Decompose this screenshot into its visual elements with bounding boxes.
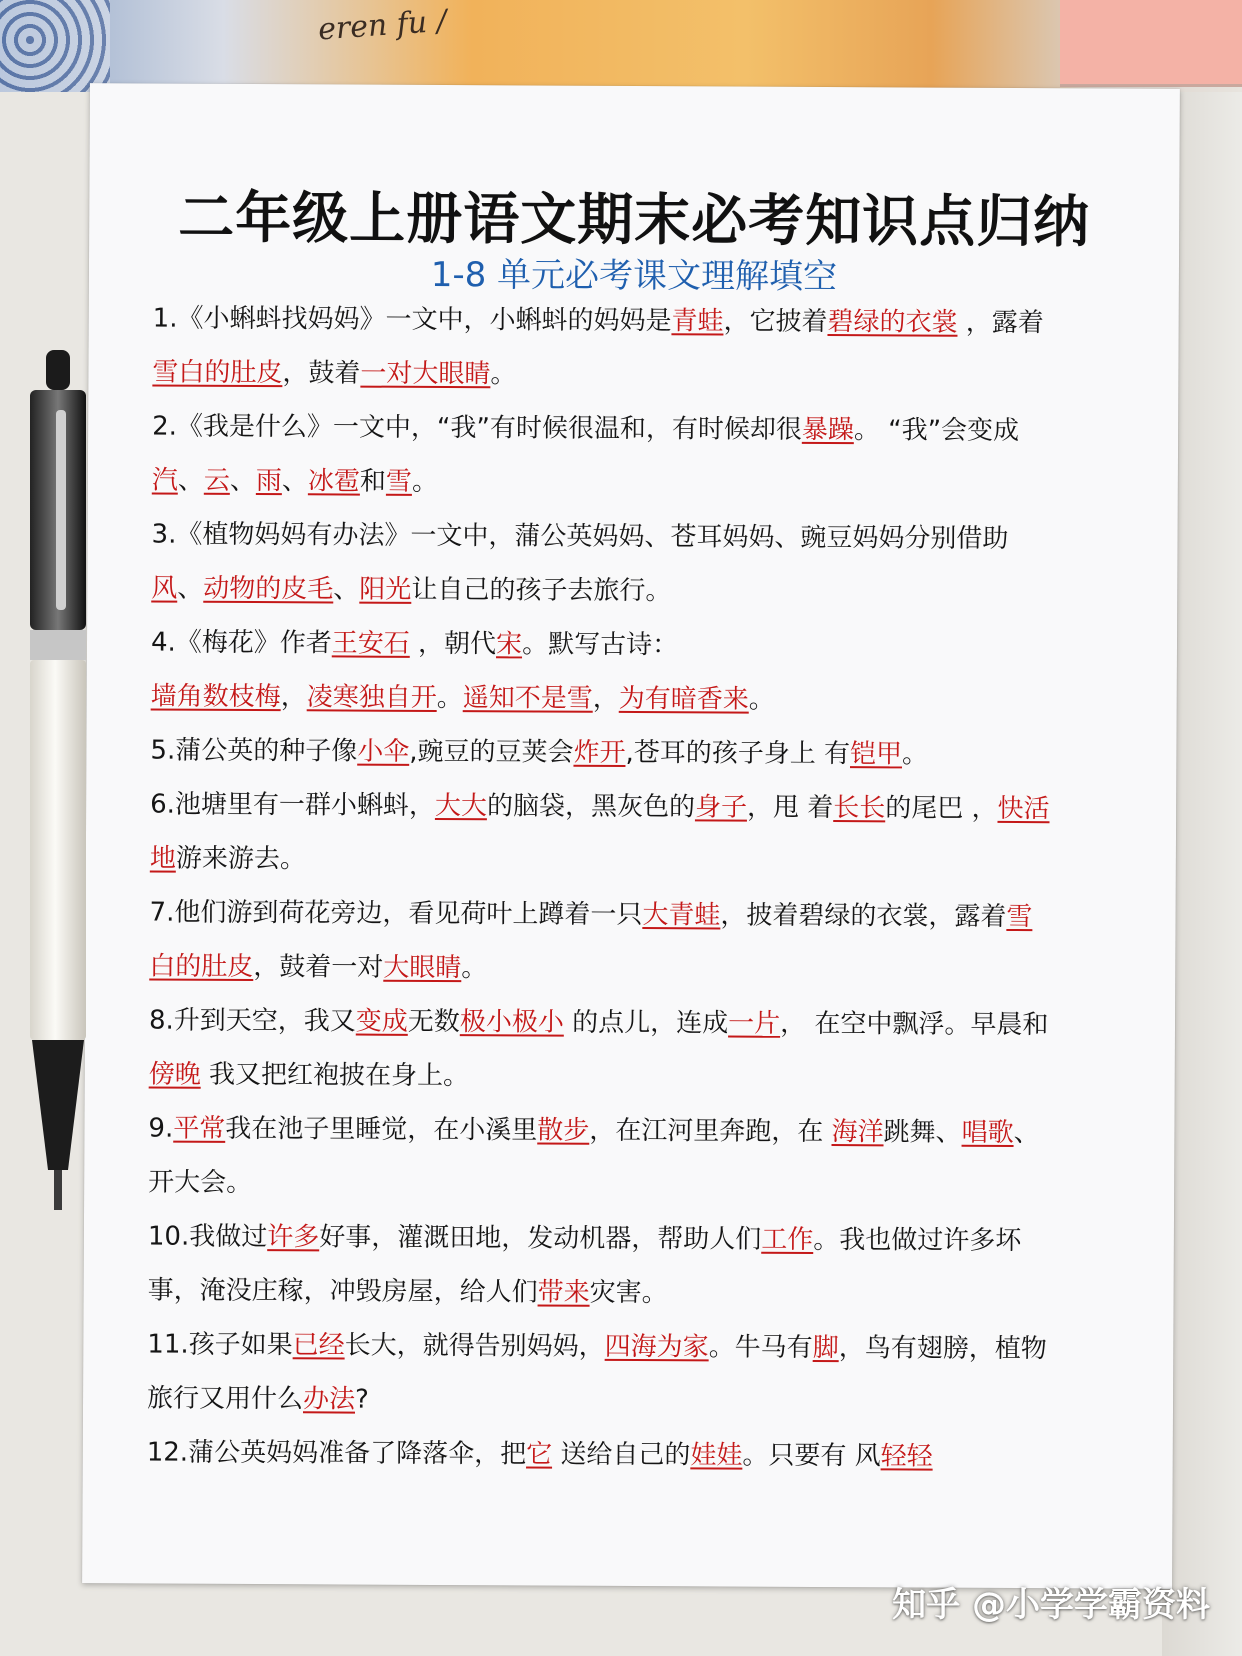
- question-text: ，鼓着: [282, 358, 361, 389]
- question-text: ，: [280, 682, 307, 713]
- answer-text: 为有暗香来: [618, 683, 749, 715]
- answer-text: 海洋: [831, 1117, 884, 1148]
- question-item: [152, 399, 1053, 512]
- question-text: ，它披着: [723, 306, 828, 338]
- answer-text: 雪: [385, 466, 413, 497]
- answer-text: 唱歌: [961, 1117, 1014, 1149]
- question-text: ,豌豆的豆荚会: [409, 736, 574, 768]
- background-handwriting: eren fu /: [316, 3, 448, 48]
- question-text: 和: [359, 466, 387, 497]
- question-text: 。牛马有: [708, 1332, 813, 1363]
- question-item: [150, 723, 1050, 782]
- question-text: 送给自己的: [552, 1439, 691, 1471]
- question-text: 、: [333, 574, 360, 605]
- background-sticky-note: [1060, 0, 1242, 87]
- answer-text: 四海为家: [604, 1331, 709, 1363]
- question-text: 。: [411, 466, 439, 497]
- question-text: 、: [177, 573, 204, 604]
- answer-text: 凌寒独自开: [306, 682, 437, 713]
- question-item: [147, 1317, 1048, 1430]
- question-text: 、: [229, 465, 256, 497]
- answer-text: 一片: [728, 1008, 781, 1039]
- answer-text: 许多: [267, 1222, 320, 1253]
- question-text: ,苍耳的孩子身上 有: [625, 737, 851, 770]
- question-text: ?: [354, 1384, 369, 1415]
- answer-text: 大眼睛: [383, 952, 462, 984]
- question-item: [148, 1101, 1049, 1214]
- question-text: ，鼓着一对: [253, 952, 384, 983]
- answer-text: 它: [526, 1439, 553, 1470]
- answer-text: 办法: [302, 1384, 356, 1415]
- answer-text: 大青蛙: [642, 900, 721, 931]
- answer-text: 遥知不是雪: [462, 683, 593, 714]
- question-item: [152, 291, 1053, 404]
- question-text: 好事，灌溉田地，发动机器，帮助人们: [319, 1222, 762, 1255]
- answer-text: 王安石: [331, 628, 410, 659]
- question-text: 我又把红袍披在身上。: [200, 1059, 470, 1092]
- watermark: 知乎 @小学学霸资料: [892, 1585, 1210, 1625]
- question-text: ， 在空中飘浮。早晨和: [780, 1008, 1049, 1041]
- question-text: 无数: [407, 1006, 460, 1038]
- answer-text: 冰雹: [307, 466, 361, 497]
- question-text: 的脑袋，黑灰色的: [486, 791, 696, 823]
- question-item: [150, 777, 1051, 890]
- question-text: ，: [592, 683, 619, 714]
- page-subtitle: 1-8 单元必考课文理解填空: [430, 254, 838, 298]
- question-text: 游来游去。: [175, 843, 306, 875]
- answer-text: 宋: [496, 629, 523, 660]
- question-text: 、: [177, 465, 204, 496]
- background-desk: [0, 0, 1242, 92]
- question-text: 灾害。: [589, 1277, 668, 1309]
- question-item: [151, 615, 1052, 728]
- question-text: 的尾巴 ，: [885, 793, 998, 824]
- question-text: 8.升到天空，我又: [148, 1005, 356, 1037]
- answer-text: 极小极小: [459, 1007, 564, 1038]
- question-text: 7.他们游到荷花旁边，看见荷叶上蹲着一只: [149, 897, 643, 931]
- answer-text: 工作: [761, 1224, 814, 1255]
- question-text: 6.池塘里有一群小蝌蚪，: [150, 789, 436, 821]
- question-text: ，鸟有翅膀，植物旅行又用什么: [146, 1333, 1047, 1415]
- question-item: [147, 1425, 1047, 1484]
- question-text: 。 “我”会变成: [853, 415, 1020, 447]
- answer-text: 碧绿的衣裳: [827, 307, 958, 338]
- answer-text: 娃娃: [690, 1440, 743, 1471]
- question-text: 。默写古诗：: [522, 629, 679, 661]
- question-item: [149, 885, 1050, 998]
- question-text: 的点儿，连成: [563, 1007, 729, 1039]
- question-list: [147, 291, 1053, 1484]
- question-text: 10.我做过: [147, 1221, 268, 1253]
- question-text: ，朝代: [409, 628, 497, 660]
- answer-text: 一对大眼睛: [360, 358, 491, 390]
- answer-text: 暴躁: [801, 414, 854, 446]
- question-text: ，在江河里奔跑，在: [589, 1115, 832, 1148]
- answer-text: 带来: [537, 1277, 590, 1308]
- answer-text: 散步: [537, 1115, 590, 1146]
- question-text: 让自己的孩子去旅行。: [411, 574, 672, 607]
- question-item: [151, 507, 1052, 620]
- question-text: 12.蒲公英妈妈准备了降落伞，把: [146, 1437, 527, 1470]
- question-text: 4.《梅花》作者: [150, 627, 332, 659]
- question-item: [149, 993, 1050, 1106]
- answer-text: 平常: [173, 1113, 226, 1144]
- question-text: 、: [281, 466, 309, 497]
- question-text: 。: [748, 684, 775, 715]
- question-text: 跳舞、: [883, 1117, 962, 1148]
- answer-text: 变成: [355, 1006, 408, 1037]
- question-text: ，露着: [957, 307, 1044, 339]
- question-text: 。: [436, 682, 463, 714]
- answer-text: 雪白的肚皮: [149, 901, 1033, 983]
- question-text: 2.《我是什么》一文中，“我”有时候很温和，有时候却很: [152, 411, 802, 445]
- question-text: 。: [490, 359, 517, 390]
- answer-text: 脚: [812, 1332, 839, 1364]
- answer-text: 大大: [434, 790, 488, 822]
- answer-text: 小伞: [357, 736, 410, 767]
- worksheet-paper: [82, 83, 1180, 1589]
- answer-text: 雪白的肚皮: [152, 357, 283, 389]
- question-text: 9.: [148, 1113, 174, 1144]
- answer-text: 动物的皮毛: [203, 573, 334, 605]
- question-text: 1.《小蝌蚪找妈妈》一文中，小蝌蚪的妈妈是: [152, 303, 672, 337]
- answer-text: 云: [203, 465, 230, 496]
- answer-text: 风: [151, 573, 178, 604]
- answer-text: 身子: [694, 792, 748, 823]
- question-text: 3.《植物妈妈有办法》一文中，蒲公英妈妈、苍耳妈妈、豌豆妈妈分别借助: [151, 519, 1009, 554]
- question-text: 长大，就得告别妈妈，: [344, 1330, 605, 1362]
- answer-text: 汽: [151, 465, 178, 496]
- answer-text: 已经: [292, 1330, 345, 1361]
- answer-text: 傍晚: [148, 1059, 201, 1090]
- answer-text: 雨: [255, 466, 283, 497]
- answer-text: 长长: [833, 793, 886, 824]
- question-text: 我在池子里睡觉，在小溪里: [225, 1113, 538, 1146]
- question-text: ，甩 着: [746, 792, 834, 824]
- answer-text: 轻轻: [880, 1441, 933, 1472]
- answer-text: 墙角数枝梅: [150, 681, 281, 713]
- answer-text: 青蛙: [671, 306, 724, 337]
- question-text: 11.孩子如果: [147, 1329, 293, 1361]
- question-text: 5.蒲公英的种子像: [150, 735, 358, 767]
- question-text: 、开大会。: [148, 1118, 1040, 1199]
- question-text: 。: [461, 953, 488, 984]
- answer-text: 快活地: [149, 793, 1050, 874]
- question-text: 。: [902, 739, 929, 770]
- answer-text: 铠甲: [849, 739, 903, 770]
- question-item: [147, 1209, 1048, 1322]
- background-pattern: [0, 0, 110, 92]
- answer-text: 炸开: [573, 737, 626, 768]
- question-text: 。我也做过许多坏事，淹没庄稼，冲毁房屋，给人们: [147, 1224, 1022, 1308]
- page-title: 二年级上册语文期末必考知识点归纳: [178, 185, 1091, 256]
- question-text: 。只要有 风: [742, 1440, 881, 1472]
- question-text: ，披着碧绿的衣裳，露着: [720, 900, 1007, 932]
- pen-icon: [20, 350, 100, 1250]
- answer-text: 阳光: [359, 574, 412, 605]
